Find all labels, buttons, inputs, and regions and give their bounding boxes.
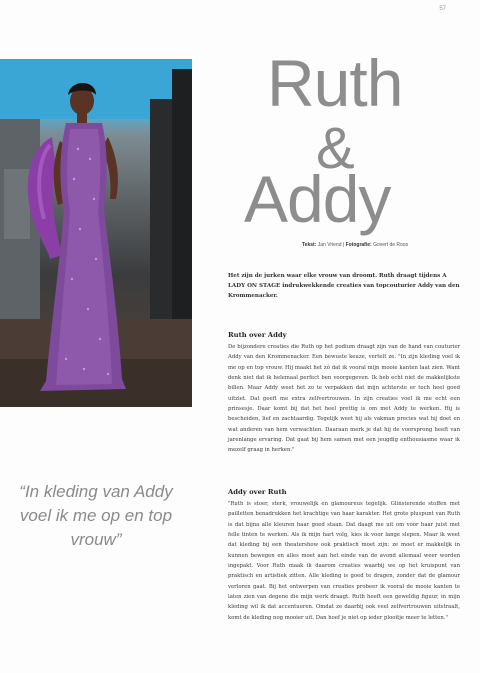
article-intro: Het zijn de jurken waar elke vrouw van droomt. Ruth draagt tijdens A LADY ON STAGE indrukwekkende creaties van topcouturier Addy van den Krommenacker.: [228, 273, 460, 299]
credit-text-author: Jan Vriend: [317, 242, 342, 248]
credit-separator: |: [342, 242, 345, 248]
title-ruth: Ruth: [267, 46, 403, 120]
title-addy: Addy: [244, 162, 391, 236]
page-number: 57: [439, 6, 446, 12]
credit-photo-author: Govert de Roos: [373, 242, 409, 248]
portrait-photo: [0, 59, 192, 407]
article-credits: [302, 242, 462, 248]
section-body-addy-over-ruth: "Ruth is stoer, sterk, vrouwelijk en glamoureus tegelijk. Glinsterende stoffen met pailletten benadrukken het krachtige van haar karakter. Het grote pluspunt van Ruth is dat bijna alle kleuren haar goed staan. Dat daagt me uit om voor haar juist met felle tinten te werken. Als ik mijn hart volg, kies ik voor lange slepen. Maar ik weet dat kleding bij een theatershow ook praktisch moet zijn: ze moet er makkelijk in kunnen bewegen en alles moet aan het einde van de avond allemaal weer worden ingepakt. Voor Ruth maak ik daarom creaties waarbij we op het kruispunt van praktisch en artistiek zitten. Alle kleding is goed te dragen, zonder dat de glamour verloren gaat. Bij het ontwerpen van creaties probeer ik vooral de mooie kanten te laten zien van degene die mijn werk draagt. Ruth heeft een geweldig figuur, in mijn kleding wil ik dat accentueren. Omdat ze daarbij ook veel zelfvertrouwen uitstraalt, komt de kleding nog mooier uit. Dan hoef je niet op ieder plooitje meer te letten.": [228, 501, 460, 621]
section-heading-ruth-over-addy: Ruth over Addy: [228, 331, 287, 339]
section-body-ruth-over-addy: De bijzondere creaties die Ruth op het podium draagt zijn van de hand van couturier Addy van den Krommenacker. Een bewuste keuze, vertelt ze. "In zijn kleding voel ik me op en top vrouw. Hij maakt het zó dat ik vooral mijn mooie kanten laat zien. Want denk niet dat ik helemaal perfect ben voorgegeven. Ik heb echt niet de makkelijkste billen. Maar Addy weet het zo te verpakken dat mijn achterste er toch heel goed uitziet. Dat geeft me extra zelfvertrouwen. In zijn creaties voel ik me echt een prinsesje. Daar komt bij dat het heel prettig is om met Addy te werken. Hij is bescheiden, lief en zachtaardig. Tegelijk weet hij als vakman precies wat hij doet en wat anderen van hem verwachten. Daaraan merk je dat hij de voorsprong heeft van jarenlange ervaring. Dat gaat bij hem samen met een jeugdig enthousiasme waar ik mezelf graag in herken.": [228, 344, 460, 454]
portrait-illustration: [0, 59, 192, 407]
credit-text-label: Tekst:: [302, 242, 317, 248]
pull-quote: “In kleding van Addy voel ik me op en top vrouw”: [19, 482, 173, 549]
credit-photo-label: Fotografie:: [345, 242, 372, 248]
section-heading-addy-over-ruth: Addy over Ruth: [228, 488, 287, 496]
title-ampersand: &: [316, 116, 355, 181]
